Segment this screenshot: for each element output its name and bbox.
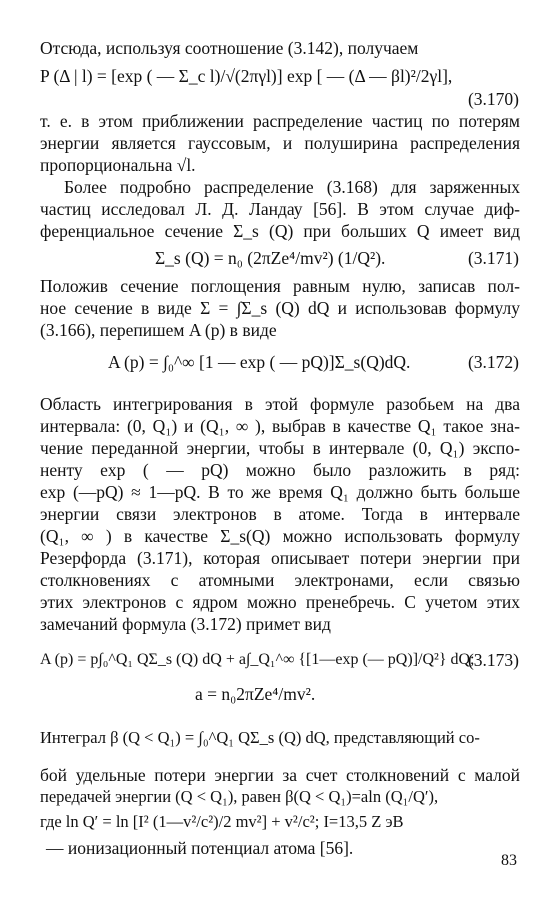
text-line: Интеграл β (Q < Q₁) = ∫₀^Q₁ QΣ_s (Q) dQ, представляющий со- — [40, 728, 480, 747]
text-line: энергии является гауссовым, и полуширина распределения — [40, 133, 520, 153]
text-line: этих электронов с ядром можно пренебречь. С учетом этих — [40, 592, 520, 612]
text-line: передачей энергии (Q < Q₁), равен β(Q < Q₁)=aln (Q₁/Q′), — [40, 787, 439, 806]
text-line: энергии связи электронов в атоме. Тогда в интервале — [40, 504, 520, 524]
text-line: ное сечение в виде Σ = ∫Σ_s (Q) dQ и использовав формулу — [40, 298, 520, 318]
text-line: чение переданной энергии, чтобы в интервале (0, Q₁) экспо- — [40, 438, 520, 458]
text-line: ненту exp ( — pQ) можно было разложить в ряд: — [40, 460, 520, 480]
text-line: Более подробно распределение (3.168) для заряженных — [64, 177, 520, 197]
text-line: Область интегрирования в этой формуле разобьем на два — [40, 394, 520, 414]
text-line: (3.166), перепишем A (p) в виде — [40, 320, 277, 340]
equation-3-170: P (Δ | l) = [exp ( — Σ_c l)/√(2πγl)] exp [ — (Δ — βl)²/2γl], — [40, 66, 453, 86]
text-line: ференциальное сечение Σ_s (Q) при больших Q имеет вид — [40, 221, 520, 241]
text-line: Положив сечение поглощения равным нулю, записав пол- — [40, 276, 520, 296]
text-line: Отсюда, используя соотношение (3.142), получаем — [40, 38, 419, 58]
text-line: т. е. в этом приближении распределение частиц по потерям — [40, 111, 520, 131]
text-line: замечаний формула (3.172) примет вид — [40, 614, 331, 634]
text-line: частиц исследовал Л. Д. Ландау [56]. В этом случае диф- — [40, 199, 520, 219]
text-line: где ln Q′ = ln [I² (1—v²/c²)/2 mv²] + v²/c²; I=13,5 Z эВ — [40, 812, 404, 831]
text-line: — ионизационный потенциал атома [56]. — [46, 838, 354, 858]
text-line: интервала: (0, Q₁) и (Q₁, ∞ ), выбрав в качестве Q₁ такое зна- — [40, 416, 520, 436]
equation-3-172: A (p) = ∫₀^∞ [1 — exp ( — pQ)]Σ_s(Q)dQ. — [108, 352, 411, 372]
text-line: Резерфорда (3.171), которая описывает потери энергии при — [40, 548, 520, 568]
equation-3-173: A (p) = p∫₀^Q₁ QΣ_s (Q) dQ + a∫_Q₁^∞ {[1—exp (— pQ)]/Q²} dQ; — [40, 651, 475, 668]
text-line: exp (—pQ) ≈ 1—pQ. В то же время Q₁ должно быть больше — [40, 482, 520, 502]
equation-number: (3.170) — [467, 89, 519, 109]
equation-number: (3.171) — [467, 248, 519, 268]
text-line: пропорциональна √l. — [40, 155, 196, 175]
equation-3-171: Σ_s (Q) = n₀ (2πZe⁴/mv²) (1/Q²). — [155, 248, 386, 268]
page-number: 83 — [501, 852, 517, 869]
text-line: (Q₁, ∞ ) в качестве Σ_s(Q) можно использовать формулу — [40, 526, 520, 546]
equation-number: (3.173) — [467, 650, 519, 670]
text-line: бой удельные потери энергии за счет столкновений с малой — [40, 765, 520, 785]
text-line: столкновениях с атомными электронами, если связью — [40, 570, 520, 590]
equation-number: (3.172) — [467, 352, 519, 372]
equation-a: a = n₀2πZe⁴/mv². — [195, 684, 316, 704]
